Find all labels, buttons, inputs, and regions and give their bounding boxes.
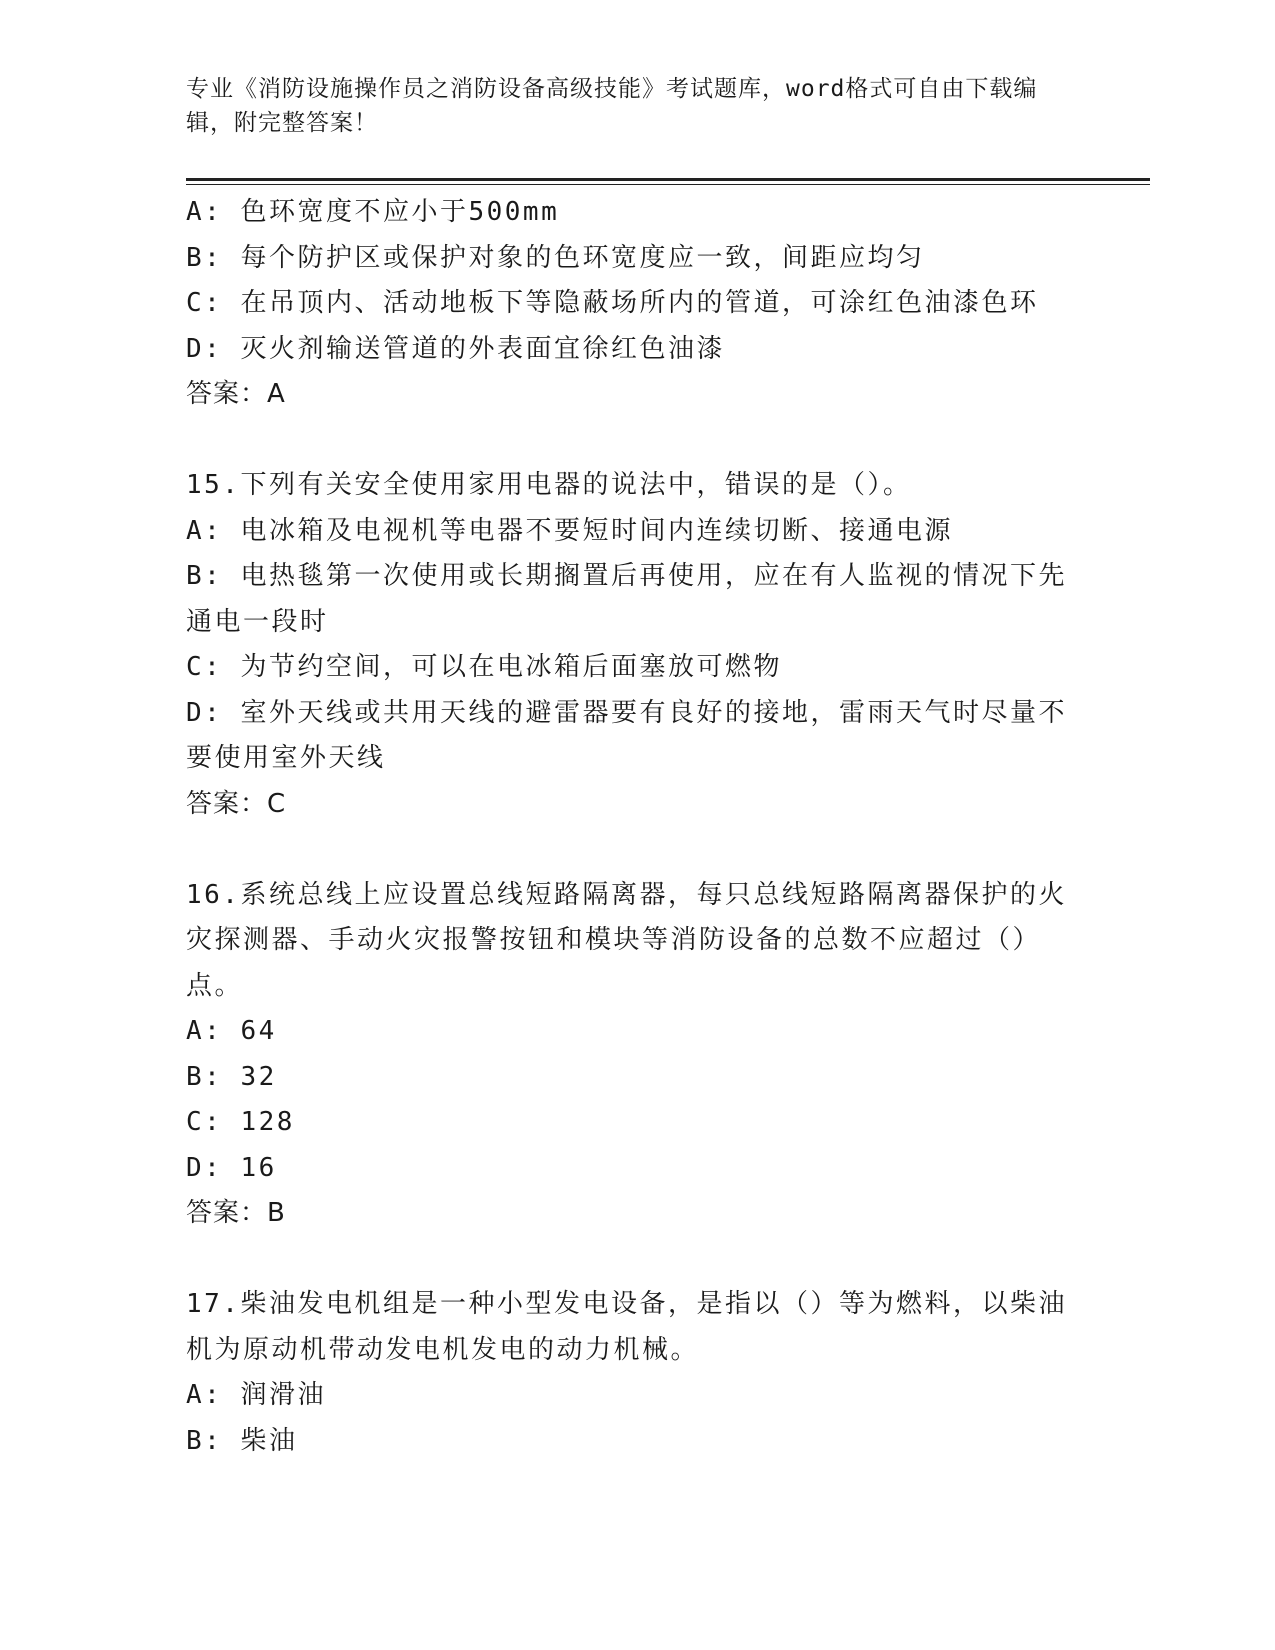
option-c: C: 在吊顶内、活动地板下等隐蔽场所内的管道，可涂红色油漆色环 xyxy=(186,288,1039,318)
option-b: B: 柴油 xyxy=(186,1425,298,1456)
option-b: B: 电热毯第一次使用或长期搁置后再使用，应在有人监视的情况下先通电一段时 xyxy=(186,561,1067,637)
option-d: D: 灭火剂输送管道的外表面宜徐红色油漆 xyxy=(186,333,725,364)
option-b: B: 32 xyxy=(186,1061,277,1092)
answer-label: 答案：A xyxy=(186,379,286,409)
option-a: A: 64 xyxy=(186,1016,277,1046)
question-17 xyxy=(186,1282,1076,1464)
question-16 xyxy=(186,873,1076,1237)
question-15 xyxy=(186,463,1076,827)
answer-label: 答案：B xyxy=(186,1198,286,1228)
question-list xyxy=(186,190,1076,1464)
question-stem: 15.下列有关安全使用家用电器的说法中，错误的是（）。 xyxy=(186,470,912,500)
answer-label: 答案：C xyxy=(186,788,287,819)
question-14-tail xyxy=(186,190,1076,418)
document-header: 专业《消防设施操作员之消防设备高级技能》考试题库，word格式可自由下载编辑，附完整答案！ xyxy=(186,76,1038,136)
option-d: D: 16 xyxy=(186,1152,277,1183)
option-c: C: 为节约空间，可以在电冰箱后面塞放可燃物 xyxy=(186,652,782,682)
option-b: B: 每个防护区或保护对象的色环宽度应一致，间距应均匀 xyxy=(186,242,925,273)
header-divider-thin xyxy=(186,184,1150,185)
option-c: C: 128 xyxy=(186,1107,295,1137)
option-a: A: 色环宽度不应小于500mm xyxy=(186,197,560,227)
option-a: A: 电冰箱及电视机等电器不要短时间内连续切断、接通电源 xyxy=(186,515,953,546)
question-stem: 16.系统总线上应设置总线短路隔离器，每只总线短路隔离器保护的火灾探测器、手动火灾报警按钮和模块等消防设备的总数不应超过（）点。 xyxy=(186,879,1067,1001)
option-a: A: 润滑油 xyxy=(186,1380,326,1410)
option-d: D: 室外天线或共用天线的避雷器要有良好的接地，雷雨天气时尽量不要使用室外天线 xyxy=(186,697,1067,773)
question-stem: 17.柴油发电机组是一种小型发电设备，是指以（）等为燃料，以柴油机为原动机带动发电机发电的动力机械。 xyxy=(186,1289,1067,1365)
header-divider-thick xyxy=(186,178,1150,181)
